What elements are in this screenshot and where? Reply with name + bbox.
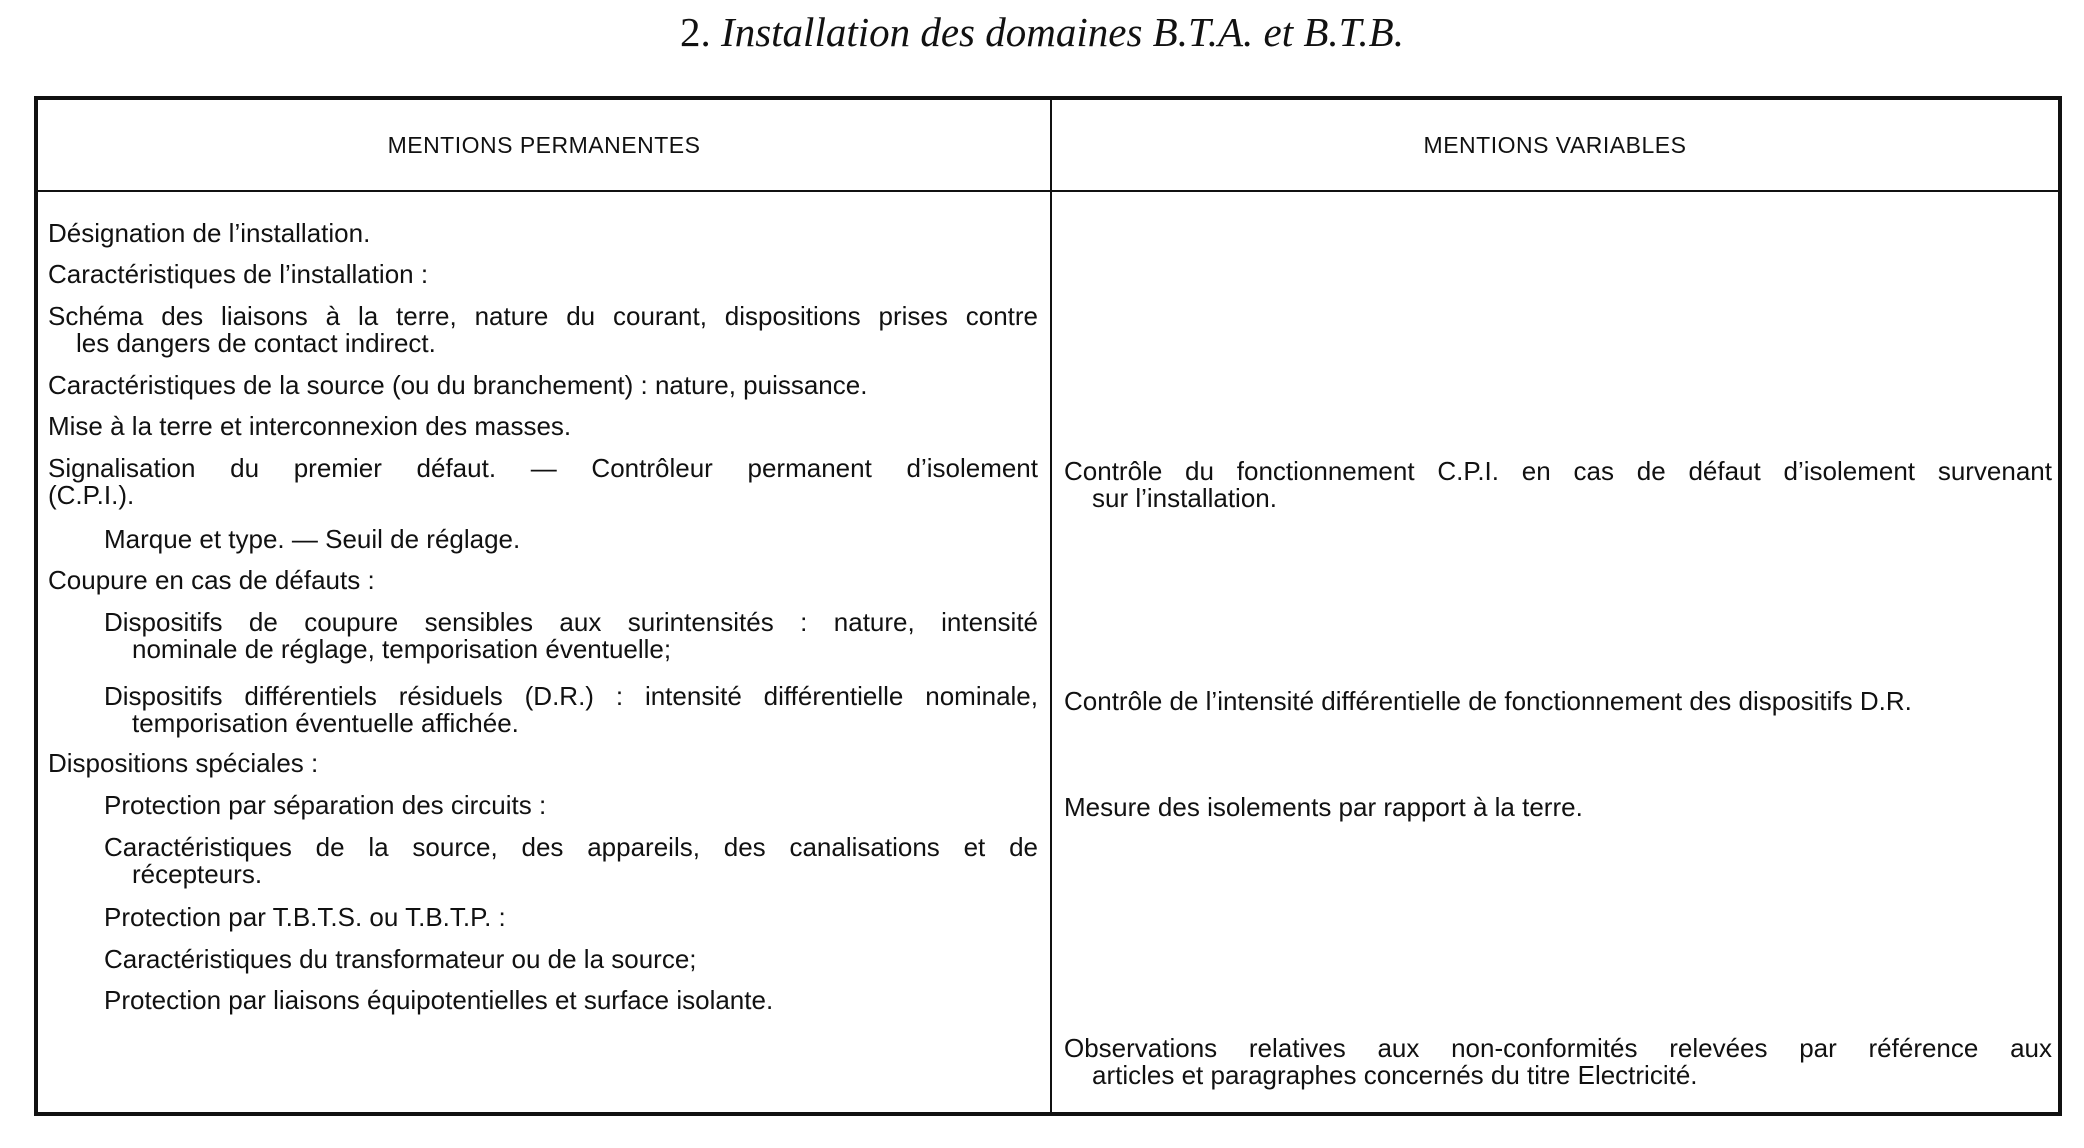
- variable-item-continuation: sur l’installation.: [1092, 483, 1277, 513]
- header-permanent: MENTIONS PERMANENTES: [387, 131, 701, 158]
- permanent-subitem-text: Marque et type. — Seuil de réglage.: [104, 524, 521, 554]
- variable-item-text: Observations relatives aux non-conformités relevées par référence aux: [1064, 1033, 2052, 1063]
- permanent-subitem-text: Protection par T.B.T.S. ou T.B.T.P. :: [104, 902, 506, 932]
- permanent-item: [48, 220, 370, 247]
- permanent-item-continuation: les dangers de contact indirect.: [76, 328, 436, 358]
- variable-item-continuation: articles et paragraphes concernés du titre Electricité.: [1092, 1060, 1698, 1090]
- variable-item: [1064, 794, 1583, 821]
- permanent-subitem: [104, 792, 546, 819]
- permanent-subitem: [104, 834, 1038, 888]
- variable-item: [1064, 688, 1912, 715]
- permanent-item-text: Caractéristiques de la source (ou du branchement) : nature, puissance.: [48, 370, 868, 400]
- permanent-subitem-text: Dispositifs différentiels résiduels (D.R.) : intensité différentielle nominale,: [104, 681, 1038, 711]
- permanent-subitem-text: Dispositifs de coupure sensibles aux surintensités : nature, intensité: [104, 607, 1038, 637]
- permanent-item: [48, 413, 571, 440]
- permanent-subitem-continuation: temporisation éventuelle affichée.: [132, 708, 519, 738]
- permanent-item: [48, 303, 1038, 357]
- header-divider: [38, 190, 2058, 192]
- document-title: [0, 6, 2084, 58]
- permanent-subitem-continuation: récepteurs.: [132, 859, 263, 889]
- permanent-item-text: Désignation de l’installation.: [48, 218, 371, 248]
- permanent-item: [48, 372, 867, 399]
- column-divider: [1050, 100, 1052, 1112]
- title-text: Installation des domaines B.T.A. et B.T.B.: [721, 9, 1404, 55]
- permanent-subitem: [104, 987, 773, 1014]
- permanent-item-text: Schéma des liaisons à la terre, nature du courant, dispositions prises contre: [48, 301, 1038, 331]
- permanent-item-continuation: (C.P.I.).: [48, 480, 135, 510]
- permanent-item-text: Coupure en cas de défauts :: [48, 565, 375, 595]
- permanent-item: [48, 455, 1038, 509]
- permanent-subitem: [104, 609, 1038, 663]
- permanent-subitem: [104, 946, 697, 973]
- permanent-subitem: [104, 526, 520, 553]
- permanent-subitem: [104, 904, 506, 931]
- permanent-item-text: Signalisation du premier défaut. — Contrôleur permanent d’isolement: [48, 453, 1038, 483]
- permanent-subitem: [104, 683, 1038, 737]
- permanent-item-text: Mise à la terre et interconnexion des masses.: [48, 411, 572, 441]
- mentions-table: [34, 96, 2062, 1116]
- header-variable: MENTIONS VARIABLES: [1423, 131, 1687, 158]
- permanent-subitem-text: Protection par séparation des circuits :: [104, 790, 547, 820]
- permanent-item: [48, 750, 318, 777]
- permanent-subitem-text: Protection par liaisons équipotentielles et surface isolante.: [104, 985, 774, 1015]
- variable-item-text: Mesure des isolements par rapport à la terre.: [1064, 792, 1583, 822]
- permanent-item-text: Dispositions spéciales :: [48, 748, 319, 778]
- title-number: 2.: [680, 9, 711, 55]
- variable-item: [1064, 1035, 2052, 1089]
- variable-item-text: Contrôle du fonctionnement C.P.I. en cas de défaut d’isolement survenant: [1064, 456, 2052, 486]
- permanent-item: [48, 567, 375, 594]
- permanent-item-text: Caractéristiques de l’installation :: [48, 259, 429, 289]
- permanent-subitem-text: Caractéristiques du transformateur ou de la source;: [104, 944, 697, 974]
- permanent-item: [48, 261, 428, 288]
- permanent-subitem-continuation: nominale de réglage, temporisation éventuelle;: [132, 634, 672, 664]
- permanent-subitem-text: Caractéristiques de la source, des appareils, des canalisations et de: [104, 832, 1038, 862]
- variable-item-text: Contrôle de l’intensité différentielle de fonctionnement des dispositifs D.R.: [1064, 686, 1912, 716]
- variable-item: [1064, 458, 2052, 512]
